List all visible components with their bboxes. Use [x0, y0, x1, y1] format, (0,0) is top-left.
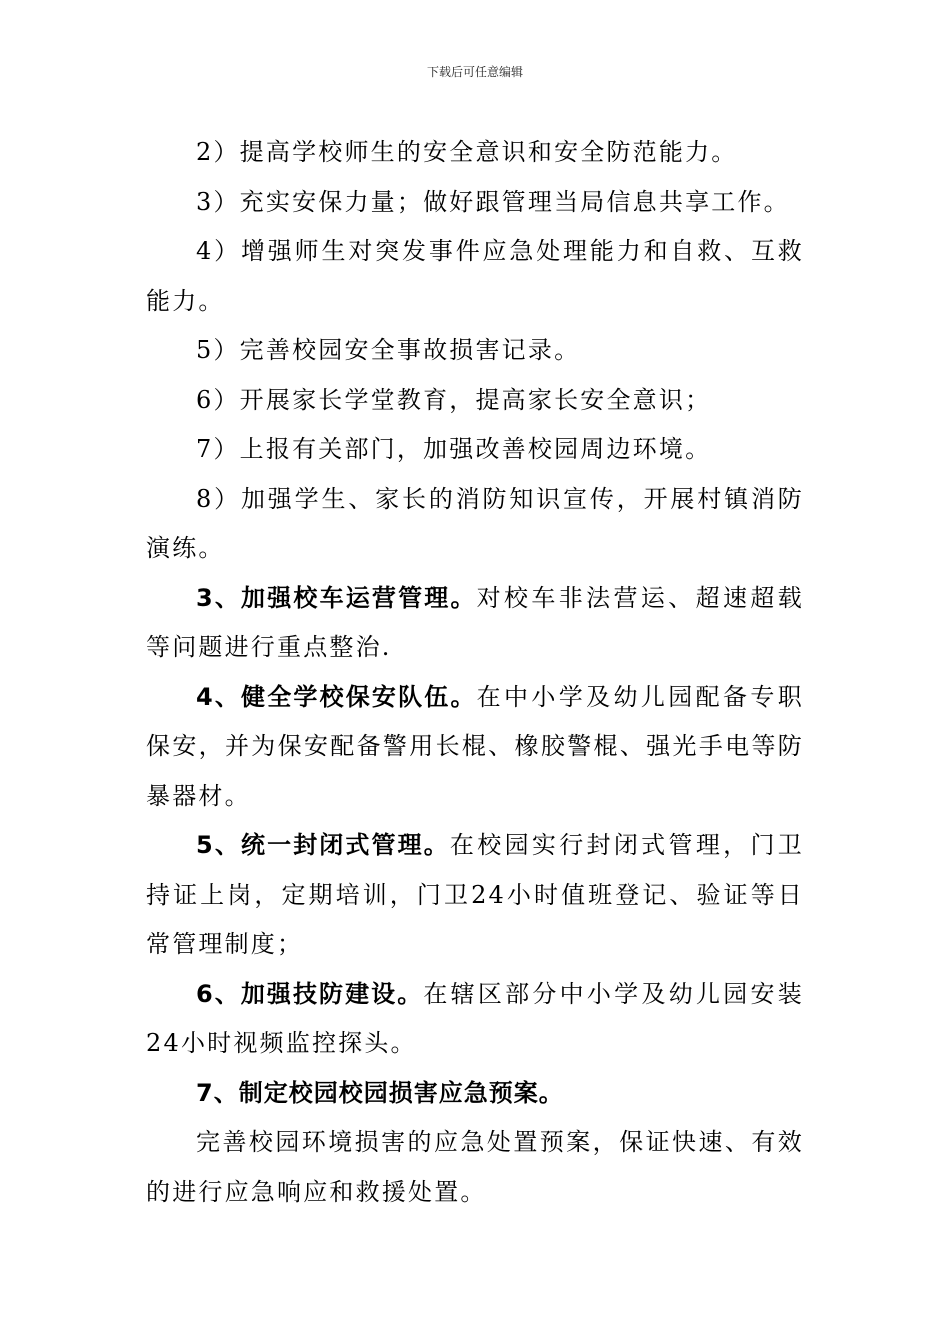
section-heading: 7、制定校园校园损害应急预案。 [196, 1078, 564, 1107]
paragraph-text: 3）充实安保力量；做好跟管理当局信息共享工作。 [196, 187, 790, 216]
list-item-5 [146, 326, 804, 376]
section-3-paragraph [146, 574, 804, 673]
section-heading: 3、加强校车运营管理。 [196, 583, 477, 612]
paragraph-text: 4）增强师生对突发事件应急处理能力和自救、互救能力。 [146, 237, 804, 315]
paragraph-text: 在中小学及幼儿园配备专职保安，并为保安配备警用长棍、橡胶警棍、强光手电等防暴器材。 [146, 682, 805, 810]
paragraph-text: 2）提高学校师生的安全意识和安全防范能力。 [196, 138, 738, 166]
paragraph-text: 在校园实行封闭式管理，门卫持证上岗，定期培训，门卫24小时值班登记、验证等日常管理制度； [146, 831, 804, 958]
paragraph-text: 7）上报有关部门，加强改善校园周边环境。 [196, 435, 712, 463]
section-7-heading [146, 1069, 804, 1119]
section-heading: 6、加强技防建设。 [196, 979, 424, 1008]
list-item-6 [146, 376, 804, 426]
document-body [146, 128, 804, 1217]
list-item-3 [146, 178, 804, 228]
paragraph-text: 8）加强学生、家长的消防知识宣传，开展村镇消防演练。 [146, 484, 804, 562]
paragraph-text: 6）开展家长学堂教育，提高家长安全意识； [196, 385, 712, 414]
list-item-7 [146, 425, 804, 475]
section-5-paragraph [146, 821, 804, 970]
section-heading: 4、健全学校保安队伍。 [196, 682, 477, 711]
section-6-paragraph [146, 970, 804, 1069]
paragraph-text: 对校车非法营运、超速超载等问题进行重点整治. [146, 583, 805, 661]
paragraph-text: 5）完善校园安全事故损害记录。 [196, 336, 581, 364]
section-4-paragraph [146, 673, 804, 822]
page-header: 下载后可任意编辑 [426, 65, 523, 79]
section-7-paragraph [146, 1118, 804, 1217]
list-item-4 [146, 227, 804, 326]
paragraph-text: 在辖区部分中小学及幼儿园安装24小时视频监控探头。 [146, 979, 804, 1057]
paragraph-text: 完善校园环境损害的应急处置预案，保证快速、有效的进行应急响应和救援处置。 [146, 1128, 804, 1206]
list-item-8 [146, 475, 804, 574]
section-heading: 5、统一封闭式管理。 [196, 831, 450, 859]
list-item-2 [146, 128, 804, 178]
